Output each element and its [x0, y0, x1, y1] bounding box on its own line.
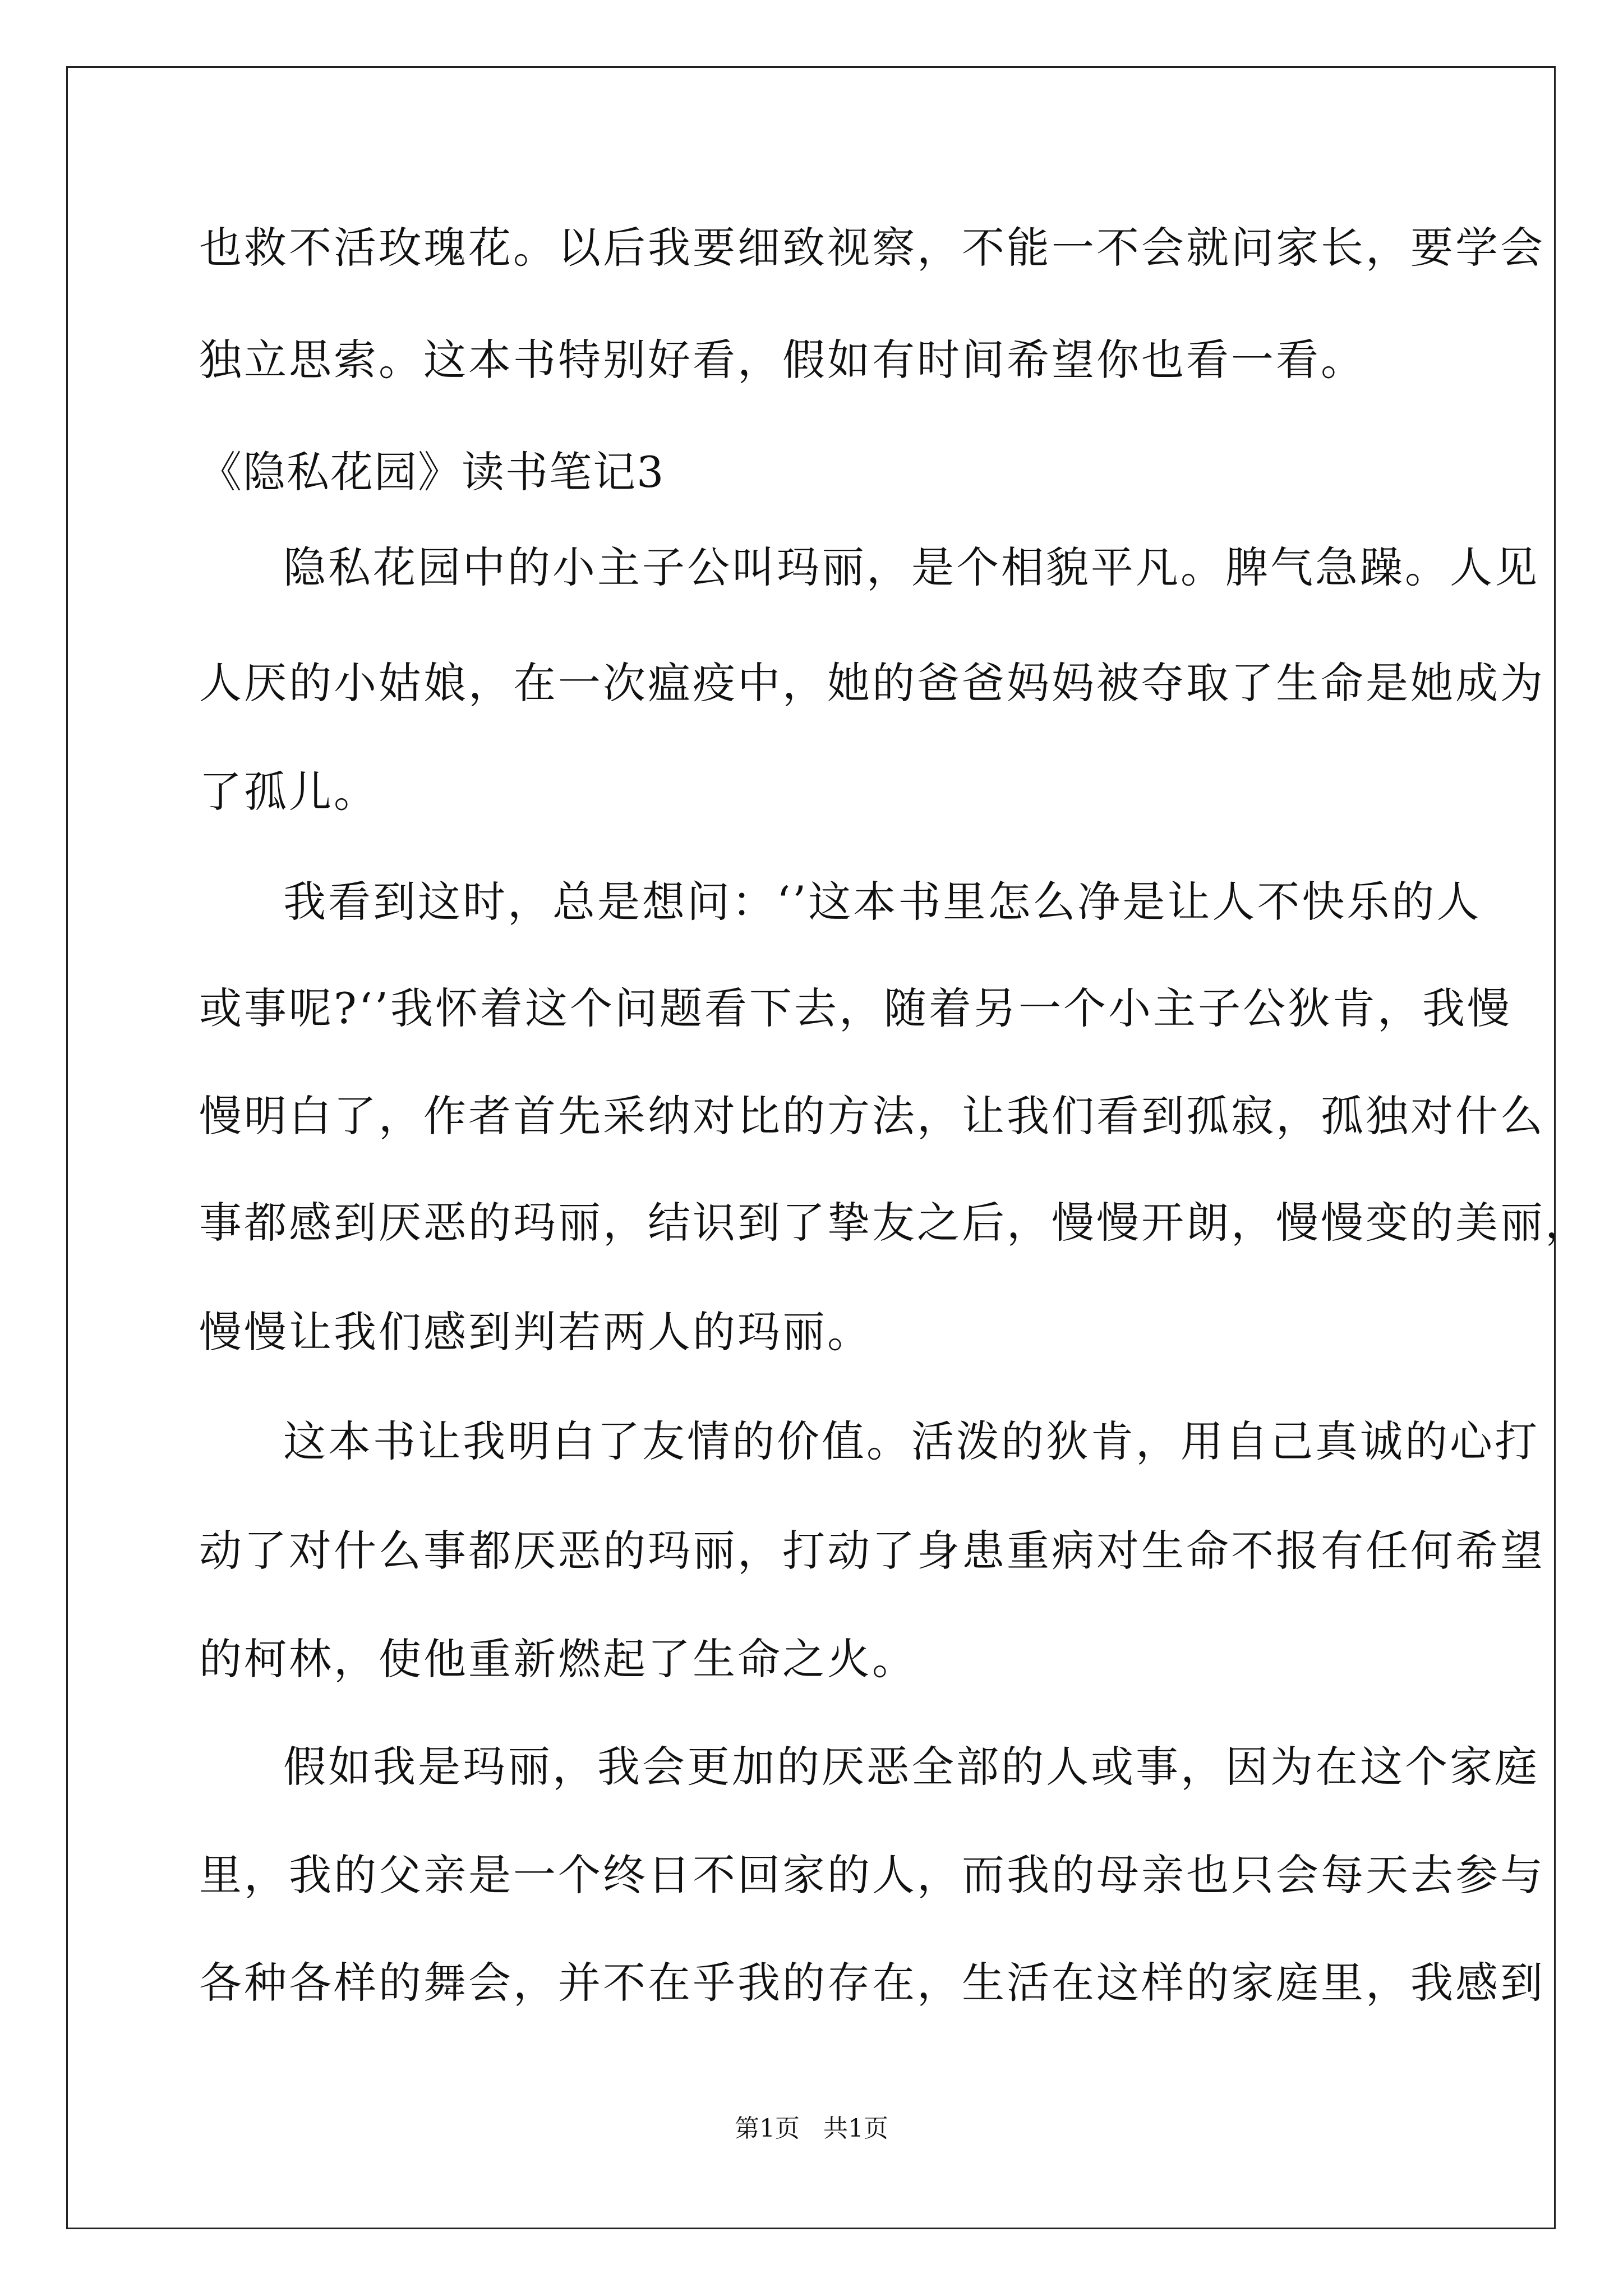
paragraph-line: 人厌的小姑娘，在一次瘟疫中，她的爸爸妈妈被夺取了生命是她成为 [199, 658, 1545, 708]
paragraph-line: 假如我是玛丽，我会更加的厌恶全部的人或事，因为在这个家庭 [283, 1742, 1539, 1792]
paragraph-line: 里，我的父亲是一个终日不回家的人，而我的母亲也只会每天去参与 [199, 1850, 1545, 1900]
paragraph-line: 慢慢让我们感到判若两人的玛丽。 [199, 1307, 872, 1357]
paragraph-line: 我看到这时，总是想问：‘’这本书里怎么净是让人不快乐的人 [283, 877, 1482, 927]
paragraph-line: 动了对什么事都厌恶的玛丽，打动了身患重病对生命不报有任何希望 [199, 1526, 1545, 1576]
page-number-footer: 第1页 共1页 [735, 2114, 888, 2143]
paragraph-line: 的柯林，使他重新燃起了生命之火。 [199, 1634, 917, 1684]
paragraph-line: 各种各样的舞会，并不在乎我的存在，生活在这样的家庭里，我感到 [199, 1958, 1545, 2008]
paragraph-line: 事都感到厌恶的玛丽，结识到了挚友之后，慢慢开朗，慢慢变的美丽， [199, 1198, 1590, 1248]
paragraph-line: 慢明白了，作者首先采纳对比的方法，让我们看到孤寂，孤独对什么 [199, 1091, 1545, 1141]
paragraph-line: 这本书让我明白了友情的价值。活泼的狄肯，用自己真诚的心打 [283, 1416, 1539, 1466]
section-heading: 《隐私花园》读书笔记3 [199, 447, 665, 497]
paragraph-line: 隐私花园中的小主子公叫玛丽，是个相貌平凡。脾气急躁。人见 [283, 542, 1539, 592]
page-border [66, 66, 1556, 2229]
paragraph-line: 独立思索。这本书特别好看，假如有时间希望你也看一看。 [199, 335, 1366, 385]
paragraph-line: 或事呢?‘’我怀着这个问题看下去，随着另一个小主子公狄肯，我慢 [199, 983, 1513, 1033]
paragraph-line: 也救不活玫瑰花。以后我要细致视察，不能一不会就问家长，要学会 [199, 223, 1545, 273]
paragraph-line: 了孤儿。 [199, 767, 379, 817]
